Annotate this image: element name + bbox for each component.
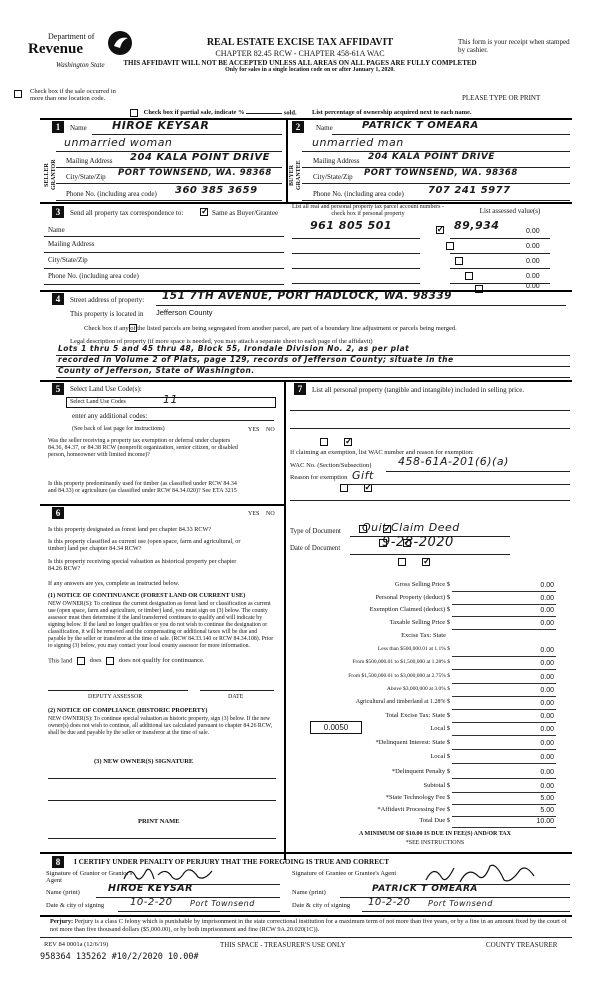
s5-q2-no[interactable]	[364, 484, 372, 492]
seller-city-line	[56, 183, 282, 184]
see-instructions: *SEE INSTRUCTIONS	[405, 840, 465, 846]
new-owner-sig-label: (3) NEW OWNER(S) SIGNATURE	[94, 758, 194, 765]
legal-line-1[interactable]: Lots 1 thru 5 and 45 thru 48, Block 55, Irondale Division No. 2, as per plat	[58, 344, 410, 353]
revenue-word: Revenue	[28, 41, 83, 57]
this-land-label: This land	[48, 657, 73, 665]
additional-codes-label: enter any additional codes:	[72, 412, 148, 420]
perjury-top	[40, 915, 572, 917]
seller-mailing[interactable]: 204 KALA POINT DRIVE	[130, 152, 270, 163]
local2-label: Local $	[430, 753, 450, 760]
same-as-buyer-checkbox[interactable]	[200, 208, 208, 216]
buyer-name-line	[332, 134, 570, 135]
form-revision: REV 84 0001a (12/6/19)	[44, 941, 109, 948]
notice-2-body: NEW OWNER(S): To continue special valuation as historic property, sign (3) below. If the new owner(s) does not wish to continue, all additional tax calculated pursuant to chapter 84.26 RCW, shall be due and payable by the seller or transferor at the time of sale.	[48, 716, 273, 736]
land-qualify-row	[48, 657, 205, 665]
seller-name2[interactable]: unmarried woman	[64, 136, 173, 149]
tech-fee-label: *State Technology Fee $	[385, 794, 450, 801]
deputy-label: DEPUTY ASSESSOR	[88, 694, 143, 700]
s3-phone-label: Phone No. (including area code)	[48, 272, 139, 280]
land-use-value: 11	[163, 393, 178, 406]
see-back-label: (See back of last page for instructions)	[72, 426, 165, 432]
form-subwarning: Only for sales in a single location code on or after January 1, 2020.	[225, 67, 395, 73]
agri-line	[452, 709, 556, 710]
treasurer-space: THIS SPACE - TREASURER'S USE ONLY	[220, 941, 346, 949]
bracket-1-line	[452, 656, 556, 657]
subtotal-line	[452, 792, 556, 793]
grantor-name-print[interactable]: HIROE KEYSAR	[108, 883, 193, 894]
personal-label: Personal Property (deduct) $	[375, 594, 450, 601]
buyer-city[interactable]: PORT TOWNSEND, WA. 98368	[364, 168, 518, 178]
notice-1-body: NEW OWNER(S): To continue the current designation as forest land or classification as current use (open space, farm and agriculture, or timber) land, you must sign on (3) below. The county assessor must then determine if the land transferred continues to qualify and will indicate by signing below. If the land no longer qualifies or you do not wish to continue the designation or classification, it will be removed and the compensating or additional taxes will be due and payable by the seller or transferor at the time of sale. (RCW 84.33.140 or RCW 84.34.108). Prior to signing (3) below, you may contact your local county assessor for more information.	[48, 601, 274, 649]
wa-logo-icon	[106, 28, 134, 58]
assessed-zero-3: 0.00	[526, 258, 540, 265]
total-state-value[interactable]: 0.00	[540, 713, 554, 720]
proc-fee-value[interactable]: 5.00	[540, 807, 554, 814]
seller-phone-line	[56, 200, 282, 201]
send-label: Send all property tax correspondence to:	[70, 209, 184, 217]
grantee-name-print[interactable]: PATRICK T OMEARA	[372, 884, 478, 894]
receipt-note: This form is your receipt when stamped by cashier.	[458, 38, 570, 55]
buyer-name-label: Name	[316, 124, 333, 132]
doc-type-label: Type of Document	[290, 528, 341, 535]
exempt-line	[452, 616, 556, 617]
multi-location-checkbox[interactable]	[14, 90, 22, 98]
s3-city-label: City/State/Zip	[48, 256, 88, 264]
grantee-date-line	[362, 911, 570, 912]
bracket-1-value[interactable]: 0.00	[540, 647, 554, 654]
additional-codes-line	[134, 420, 274, 421]
grantee-sig-label: Signature of Grantee or Grantee's Agent	[292, 870, 397, 877]
perjury-block	[50, 918, 570, 934]
section-1-badge: 1	[52, 121, 64, 133]
seller-phone[interactable]: 360 385 3659	[175, 185, 258, 196]
bracket-1-label: Less than $500,000.01 at 1.1% $	[377, 646, 450, 652]
section-4-badge: 4	[52, 293, 64, 305]
s6-yes-label: YES	[248, 511, 260, 517]
form-title: REAL ESTATE EXCISE TAX AFFIDAVIT	[206, 37, 394, 48]
new-owner-sig-line-1	[48, 778, 276, 779]
seller-name[interactable]: HIROE KEYSAR	[112, 119, 210, 132]
taxable-value[interactable]: 0.00	[540, 620, 554, 627]
section-7-badge: 7	[294, 383, 306, 395]
state-tax-label: Excise Tax: State	[401, 632, 446, 639]
land-does-checkbox[interactable]	[77, 657, 85, 665]
seller-side-label: SELLER GRANTOR	[44, 159, 57, 191]
certify-statement: I CERTIFY UNDER PENALTY OF PERJURY THAT THE FOREGOING IS TRUE AND CORRECT	[74, 858, 389, 866]
street-address[interactable]: 151 7TH AVENUE, PORT HADLOCK, WA. 98339	[162, 290, 452, 302]
gross-value[interactable]: 0.00	[540, 582, 554, 589]
buyer-city-label: City/State/Zip	[313, 173, 353, 181]
legal-rule-1	[56, 355, 570, 356]
agri-value[interactable]: 0.00	[540, 700, 554, 707]
bracket-3-label: From $1,500,000.01 to $3,000,000 at 2.75% $	[348, 673, 450, 679]
legal-rule-2	[56, 366, 570, 367]
buyer-phone-line	[302, 200, 570, 201]
s3-name-label: Name	[48, 226, 65, 234]
s5-no-label: NO	[266, 427, 275, 433]
grantor-date[interactable]: 10-2-20	[130, 897, 173, 908]
grantor-date-line	[118, 911, 280, 912]
section-2-badge: 2	[292, 121, 304, 133]
s3-mailing-line	[44, 252, 284, 253]
partial-sale-label: Check box if partial sale, indicate %	[143, 109, 245, 117]
doc-date-label: Date of Document	[290, 545, 341, 552]
s5-q1-no[interactable]	[344, 438, 352, 446]
tech-fee-value[interactable]: 5.00	[540, 795, 554, 802]
grantor-sig-label: Signature of Grantor or Grantor's Agent	[46, 870, 133, 885]
buyer-city-line	[302, 183, 570, 184]
s3-mailing-label: Mailing Address	[48, 240, 95, 248]
section-6-badge: 6	[52, 507, 64, 519]
exemption-label: If claiming an exemption, list WAC number and reason for exemption:	[290, 449, 474, 456]
delinq-int-label: *Delinquent Interest: State $	[375, 739, 450, 746]
agri-label: Agricultural and timberland at 1.28% $	[355, 699, 450, 705]
delinq-pen-label: *Delinquent Penalty $	[391, 768, 450, 775]
s6-no-label: NO	[266, 511, 275, 517]
section-7-label: List all personal property (tangible and intangible) included in selling price.	[312, 386, 525, 394]
seller-city-label: City/State/Zip	[66, 173, 106, 181]
parcel-personal-checkbox-3[interactable]	[455, 257, 463, 265]
s5-q2-yes[interactable]	[340, 484, 348, 492]
s3-name-line	[44, 236, 284, 237]
exempt-value[interactable]: 0.00	[540, 607, 554, 614]
county-treasurer: COUNTY TREASURER	[486, 941, 558, 949]
delinq-int-line	[452, 749, 556, 750]
s3-phone-line	[44, 284, 284, 285]
assessed-zero-5: 0.00	[526, 283, 540, 290]
reason-line	[346, 484, 570, 485]
seller-name-line	[92, 134, 282, 135]
proc-fee-label: *Affidavit Processing Fee $	[377, 806, 450, 813]
section-5-top	[40, 380, 572, 382]
s6-question-2: Is this property classified as current use (open space, farm and agricultural, or timber) land per chapter 84.34 RCW?	[48, 538, 241, 553]
personal-amt-line	[452, 604, 556, 605]
total-due-line	[452, 827, 556, 828]
bracket-3-value[interactable]: 0.00	[540, 674, 554, 681]
tech-fee-line	[452, 804, 556, 805]
delinq-pen-value[interactable]: 0.00	[540, 769, 554, 776]
sold-label: sold.	[283, 109, 297, 117]
minimum-note: A MINIMUM OF $10.00 IS DUE IN FEE(S) AND/OR TAX	[359, 831, 511, 837]
grantee-name-label: Name (print)	[292, 889, 326, 896]
local-label: Local $	[430, 725, 450, 732]
assessed-line-3	[450, 268, 550, 269]
grantor-city[interactable]: Port Townsend	[190, 899, 255, 908]
print-name-label: PRINT NAME	[138, 818, 180, 825]
seller-city[interactable]: PORT TOWNSEND, WA. 98368	[118, 168, 272, 178]
parcel-personal-checkbox-2[interactable]	[446, 242, 454, 250]
assessed-header: List assessed value(s)	[479, 207, 541, 215]
assessed-value[interactable]: 89,934	[454, 219, 500, 232]
total-due-value[interactable]: 10.00	[536, 818, 554, 825]
land-use-select[interactable]	[66, 393, 276, 408]
doc-type-value[interactable]: Quit Claim Deed	[362, 521, 460, 534]
reason-line-2	[290, 500, 570, 501]
land-use-label: Select Land Use Code(s):	[70, 385, 142, 393]
bracket-3-line	[452, 683, 556, 684]
deputy-line	[48, 690, 188, 691]
parcel-personal-checkbox-4[interactable]	[465, 272, 473, 280]
does-not-label: does not qualify for continuance.	[118, 657, 205, 665]
partial-sale-row	[130, 109, 297, 117]
assessed-zero-4: 0.00	[526, 273, 540, 280]
bracket-2-value[interactable]: 0.00	[540, 660, 554, 667]
parcel-line-3	[292, 268, 420, 269]
if-yes-note: If any answers are yes, complete as instructed below.	[48, 580, 180, 587]
parcel-header: List all real and personal property tax parcel account numbers - check box if personal property	[292, 204, 444, 217]
print-name-line	[48, 838, 276, 839]
parcel-line-1	[292, 238, 420, 239]
grantee-city[interactable]: Port Townsend	[428, 899, 493, 908]
grantor-date-label: Date & city of signing	[46, 902, 105, 909]
s5-question-2: Is this property predominantly used for timber (as classified under RCW 84.34 and 84.33) or agriculture (as classified under RCW 84.34.020)? See ETA 3215	[48, 481, 237, 494]
delinq-int-value[interactable]: 0.00	[540, 740, 554, 747]
form-chapter: CHAPTER 82.45 RCW - CHAPTER 458-61A WAC	[215, 49, 385, 58]
street-line	[156, 305, 566, 306]
parcel-line-2	[292, 253, 420, 254]
local-rate-value: 0.0050	[323, 723, 349, 732]
land-does-not-checkbox[interactable]	[106, 657, 114, 665]
gross-label: Gross Selling Price $	[394, 581, 450, 588]
seller-mailing-label: Mailing Address	[66, 157, 113, 165]
wac-value[interactable]: 458-61A-201(6)(a)	[398, 455, 509, 468]
notice-1-title: (1) NOTICE OF CONTINUANCE (FOREST LAND OR CURRENT USE)	[48, 592, 246, 599]
subtotal-value[interactable]: 0.00	[540, 783, 554, 790]
bracket-4-label: Above $3,000,000 at 3.0% $	[386, 686, 450, 692]
parcel-line-4	[292, 283, 420, 284]
doc-date-value[interactable]: 9-28-2020	[382, 535, 454, 550]
partial-sale-checkbox[interactable]	[130, 109, 138, 117]
legal-label: Legal description of property (if more space is needed, you may attach a separate sheet to each page of the affidavit)	[70, 338, 373, 345]
s5-question-1: Was the seller receiving a property tax exemption or deferral under chapters 84.36, 84.37, or 84.38 RCW (nonprofit organization, senior citizen, or disabled person, homeowner with limited income)?	[48, 438, 238, 458]
grantee-date[interactable]: 10-2-20	[368, 897, 411, 908]
local2-value[interactable]: 0.00	[540, 754, 554, 761]
new-owner-sig-line-2	[48, 800, 276, 801]
s5-q1-yes[interactable]	[320, 438, 328, 446]
personal-line-1	[290, 410, 570, 411]
reason-label: Reason for exemption	[290, 474, 348, 481]
total-due-label: Total Due $	[419, 817, 450, 824]
s6-q3-no[interactable]	[422, 558, 430, 566]
cashier-stamp: 958364 135262 #10/2/2020 10.00#	[40, 952, 199, 962]
dept-line: Department of	[48, 32, 95, 41]
doc-date-line	[350, 554, 510, 555]
county-label: This property is located in	[70, 310, 144, 318]
perjury-bottom	[40, 937, 572, 938]
reason-value[interactable]: Gift	[352, 469, 374, 482]
bracket-2-label: From $500,000.01 to $1,500,000 at 1.28% $	[352, 659, 450, 665]
buyer-name2[interactable]: unmarried man	[312, 136, 404, 149]
perjury-label: Perjury:	[50, 918, 74, 925]
seller-phone-label: Phone No. (including area code)	[66, 190, 157, 198]
state-line: Washington State	[56, 61, 105, 69]
section-6-top	[40, 504, 284, 506]
proc-fee-line	[452, 816, 556, 817]
multi-location-row	[30, 88, 125, 103]
s3-city-line	[44, 268, 284, 269]
wac-line	[386, 471, 570, 472]
buyer-phone-label: Phone No. (including area code)	[313, 190, 404, 198]
buyer-name[interactable]: PATRICK T OMEARA	[362, 120, 479, 131]
legal-line-2[interactable]: recorded in Volume 2 of Plats, page 129, records of Jefferson County; situate in the	[58, 355, 454, 364]
local2-line	[452, 763, 556, 764]
perjury-text: Perjury is a class C felony which is punishable by imprisonment in the state correctional institution for a maximum term of not more than five years, or by a fine in an amount fixed by the court of not more than five thousand dollars ($5,000.00), or by both imprisonment and fine (RCW 9A.20.020(1C)).	[50, 918, 567, 933]
exempt-label: Exemption Claimed (deduct) $	[369, 606, 450, 613]
delinq-pen-line	[452, 778, 556, 779]
subtotal-label: Subtotal $	[423, 782, 450, 789]
ownership-note: List percentage of ownership acquired next to each name.	[312, 109, 472, 116]
section-3-badge: 3	[52, 206, 64, 218]
grantor-name-line	[96, 897, 280, 898]
buyer-mailing-label: Mailing Address	[313, 157, 360, 165]
assessed-zero-2: 0.00	[526, 243, 540, 250]
form-warning: THIS AFFIDAVIT WILL NOT BE ACCEPTED UNLESS ALL AREAS ON ALL PAGES ARE FULLY COMPLETED	[123, 59, 477, 67]
s6-question-1: Is this property designated as forest land per chapter 84.33 RCW?	[48, 526, 212, 533]
buyer-phone[interactable]: 707 241 5977	[428, 185, 511, 196]
section-8-badge: 8	[52, 856, 64, 868]
s6-q3-yes[interactable]	[398, 558, 406, 566]
type-or-print: PLEASE TYPE OR PRINT	[462, 94, 541, 102]
buyer-side-label: BUYER GRANTEE	[289, 160, 302, 190]
deputy-date-label: DATE	[228, 694, 244, 700]
street-label: Street address of property:	[70, 296, 145, 304]
taxable-line	[452, 629, 556, 630]
section-5-badge: 5	[52, 383, 64, 395]
local-value[interactable]: 0.00	[540, 726, 554, 733]
assessed-line-2	[450, 253, 550, 254]
parcel-number[interactable]: 961 805 501	[310, 219, 393, 232]
local-line	[452, 735, 556, 736]
bracket-4-value[interactable]: 0.00	[540, 687, 554, 694]
multi-location-label: Check box if the sale occurred in more than one location code.	[30, 88, 116, 103]
legal-line-3[interactable]: County of Jefferson, State of Washington.	[58, 366, 255, 375]
bracket-2-line	[452, 669, 556, 670]
does-label: does	[89, 657, 102, 665]
same-as-buyer-label: Same as Buyer/Grantee	[212, 209, 279, 217]
s6-question-3: Is this property receiving special valuation as historical property per chapter 84.26 RCW?	[48, 558, 237, 573]
grantee-date-label: Date & city of signing	[292, 902, 351, 909]
personal-value[interactable]: 0.00	[540, 595, 554, 602]
county-value[interactable]: Jefferson County	[156, 308, 213, 317]
gross-line	[452, 591, 556, 592]
bracket-4-line	[452, 696, 556, 697]
legal-rule-3	[56, 377, 570, 378]
parcel-personal-checkbox-1[interactable]	[436, 226, 444, 234]
assessed-line-1	[450, 238, 550, 239]
notice-2-title: (2) NOTICE OF COMPLIANCE (HISTORIC PROPERTY)	[48, 707, 208, 714]
buyer-mailing[interactable]: 204 KALA POINT DRIVE	[368, 152, 495, 162]
partial-sale-pct[interactable]	[246, 113, 282, 114]
land-use-select-label: Select Land Use Codes	[70, 399, 126, 405]
segregated-label: Check box if any of the listed parcels are being segregated from another parcel, are part of a boundary line adjustment or parcels being merged.	[84, 325, 457, 332]
taxable-label: Taxable Selling Price $	[389, 619, 450, 626]
section-8-top	[40, 852, 572, 854]
total-state-label: Total Excise Tax: State $	[385, 712, 450, 719]
seller-name-label: Name	[70, 124, 87, 132]
wac-label: WAC No. (Section/Subsection)	[290, 462, 372, 469]
divider-1-2	[286, 118, 288, 202]
s5-yes-label: YES	[248, 427, 260, 433]
personal-line-2	[290, 428, 570, 429]
grantor-name-label: Name (print)	[46, 889, 80, 896]
total-state-line	[452, 722, 556, 723]
assessed-zero-1: 0.00	[526, 228, 540, 235]
